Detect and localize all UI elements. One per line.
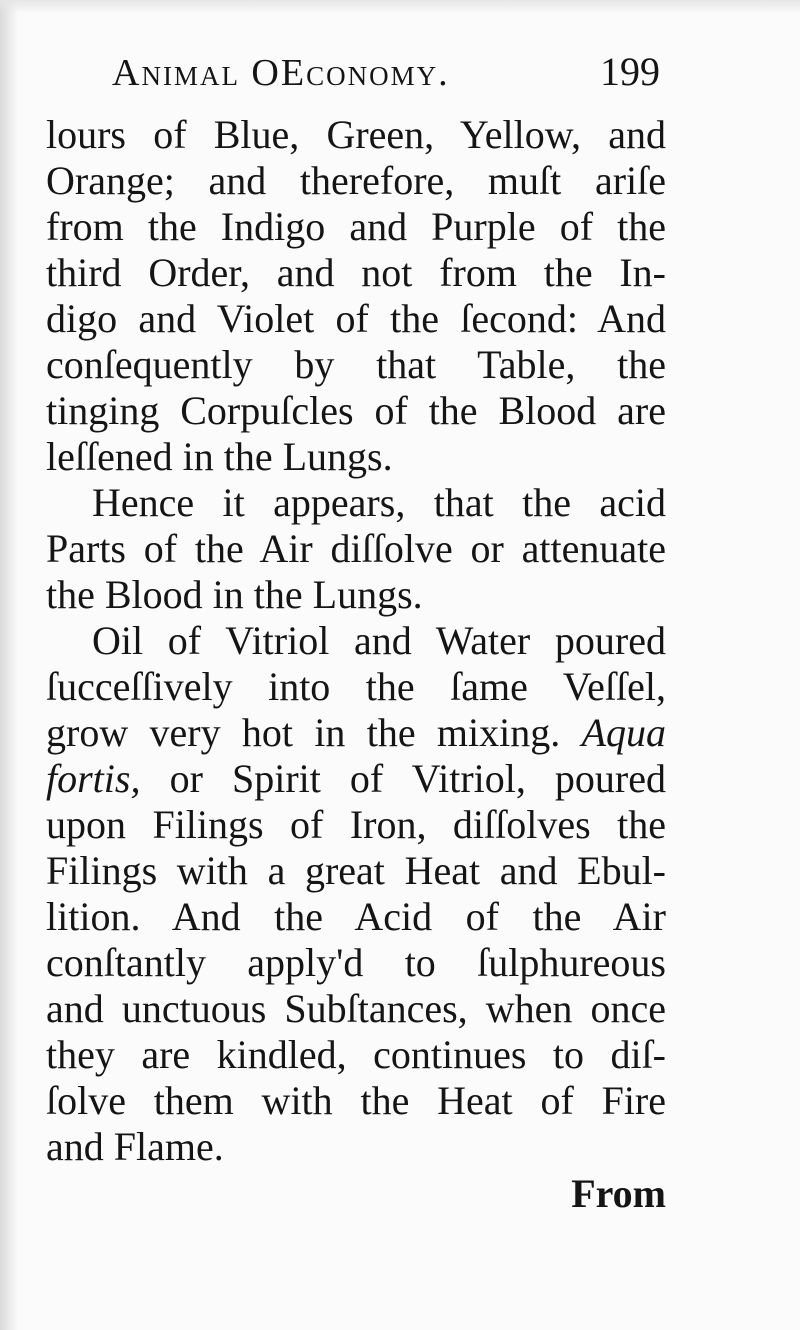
text-line: they are kindled, continues to diſ-	[46, 1032, 666, 1077]
text-run: or Spirit of Vitriol, poured	[169, 756, 667, 801]
text-line: upon Filings of Iron, diſſolves the	[46, 802, 666, 847]
text-line: from the Indigo and Purple of the	[46, 204, 666, 249]
text-line: conſtantly apply'd to ſulphureous	[46, 940, 666, 985]
text-line: digo and Violet of the ſecond: And	[46, 296, 666, 341]
text-line: leſſened in the Lungs.	[46, 434, 393, 479]
text-run: grow very hot in the mixing.	[46, 710, 561, 755]
text-line	[46, 710, 666, 756]
text-line: conſequently by that Table, the	[46, 342, 666, 387]
text-line: ſucceſſively into the ſame Veſſel,	[46, 664, 666, 709]
italic-term: Aqua	[581, 710, 667, 755]
page-number: 199	[600, 49, 660, 94]
catchword: From	[571, 1171, 666, 1216]
text-line: Parts of the Air diſſolve or attenuate	[46, 526, 666, 571]
paragraph-first-line: Oil of Vitriol and Water poured	[92, 618, 666, 663]
text-line: and Flame.	[46, 1124, 224, 1169]
paragraph-first-line: Hence it appears, that the acid	[92, 480, 666, 525]
text-line	[46, 756, 666, 802]
text-line: lours of Blue, Green, Yellow, and	[46, 112, 666, 157]
italic-term: fortis,	[46, 756, 141, 801]
text-line: Filings with a great Heat and Ebul-	[46, 848, 666, 893]
text-line: Orange; and therefore, muſt ariſe	[46, 158, 666, 203]
text-line: lition. And the Acid of the Air	[46, 894, 666, 939]
text-line: and unctuous Subſtances, when once	[46, 986, 666, 1031]
running-head-title: Animal OEconomy.	[112, 52, 450, 94]
text-line: the Blood in the Lungs.	[46, 572, 423, 617]
text-line: third Order, and not from the In-	[46, 250, 666, 295]
text-line: tinging Corpuſcles of the Blood are	[46, 388, 666, 433]
page-gutter-shadow	[0, 0, 18, 1330]
page-top-shadow	[0, 0, 800, 14]
text-line: ſolve them with the Heat of Fire	[46, 1078, 666, 1123]
running-head	[112, 48, 660, 104]
body-text	[46, 112, 666, 1170]
